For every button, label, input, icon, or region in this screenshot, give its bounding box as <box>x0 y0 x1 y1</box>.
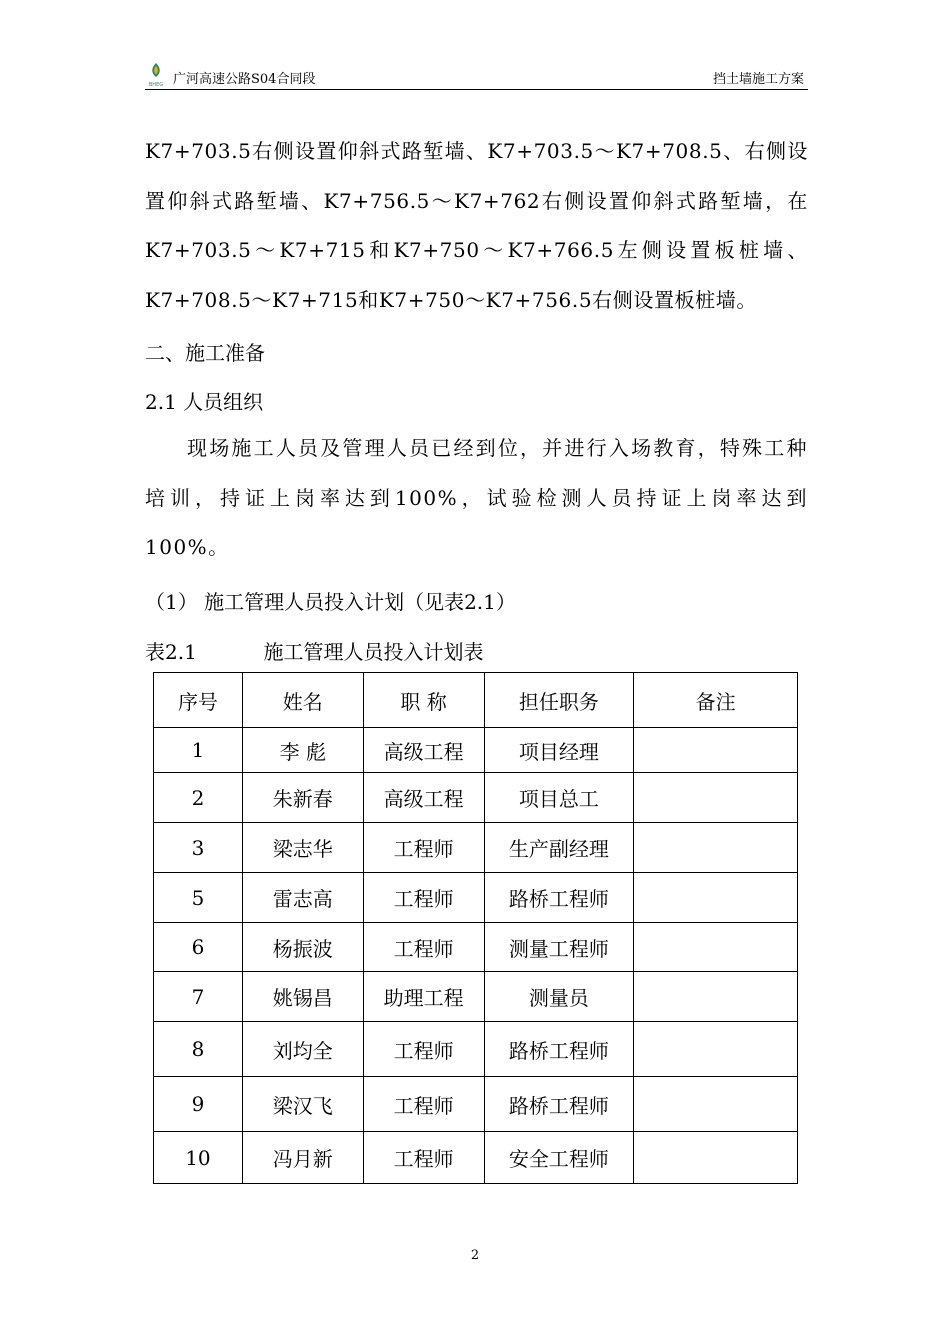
cell-index: 8 <box>154 1022 243 1077</box>
column-header-title: 职 称 <box>363 673 484 728</box>
cell-index: 10 <box>154 1132 243 1184</box>
table-title: 施工管理人员投入计划表 <box>263 640 484 664</box>
table-row <box>154 873 798 923</box>
cell-title: 工程师 <box>363 1077 484 1132</box>
table-row <box>154 728 798 773</box>
svg-text:BHEG: BHEG <box>148 82 164 88</box>
page-header <box>145 62 808 90</box>
cell-remarks <box>634 1022 798 1077</box>
cell-name: 杨振波 <box>242 923 363 972</box>
cell-title: 工程师 <box>363 1132 484 1184</box>
cell-position: 项目总工 <box>484 773 634 823</box>
table-row <box>154 1022 798 1077</box>
cell-position: 安全工程师 <box>484 1132 634 1184</box>
table-row <box>154 1132 798 1184</box>
table-caption <box>145 636 484 665</box>
cell-remarks <box>634 972 798 1022</box>
cell-name: 刘均全 <box>242 1022 363 1077</box>
cell-title: 工程师 <box>363 873 484 923</box>
cell-title: 工程师 <box>363 823 484 873</box>
cell-position: 路桥工程师 <box>484 1077 634 1132</box>
cell-remarks <box>634 773 798 823</box>
cell-position: 项目经理 <box>484 728 634 773</box>
cell-index: 7 <box>154 972 243 1022</box>
cell-position: 路桥工程师 <box>484 1022 634 1077</box>
cell-name: 姚锡昌 <box>242 972 363 1022</box>
cell-title: 工程师 <box>363 923 484 972</box>
cell-name: 梁汉飞 <box>242 1077 363 1132</box>
cell-index: 9 <box>154 1077 243 1132</box>
cell-index: 3 <box>154 823 243 873</box>
table-row <box>154 823 798 873</box>
cell-remarks <box>634 1132 798 1184</box>
cell-name: 冯月新 <box>242 1132 363 1184</box>
column-header-index: 序号 <box>154 673 243 728</box>
table-label: 表2.1 <box>145 640 197 664</box>
cell-remarks <box>634 728 798 773</box>
cell-position: 生产副经理 <box>484 823 634 873</box>
cell-name: 朱新春 <box>242 773 363 823</box>
cell-remarks <box>634 1077 798 1132</box>
cell-name: 雷志高 <box>242 873 363 923</box>
company-logo-icon <box>145 62 167 88</box>
page-number: 2 <box>470 1248 480 1263</box>
section-heading-2: 二、施工准备 <box>145 341 265 365</box>
cell-title: 工程师 <box>363 1022 484 1077</box>
cell-title: 高级工程 <box>363 728 484 773</box>
cell-name: 梁志华 <box>242 823 363 873</box>
table-header-row <box>154 673 798 728</box>
cell-remarks <box>634 823 798 873</box>
cell-position: 测量工程师 <box>484 923 634 972</box>
body-paragraph-1: K7+703.5右侧设置仰斜式路堑墙、K7+703.5～K7+708.5、右侧设置仰斜式路堑墙、K7+756.5～K7+762右侧设置仰斜式路堑墙，在K7+703.5～K7+715和K7+750～K7+766.5左侧设置板桩墙、K7+708.5～K7+715和K7+750～K7+756.5右侧设置板桩墙。 <box>145 139 808 312</box>
table-row <box>154 1077 798 1132</box>
cell-position: 测量员 <box>484 972 634 1022</box>
staff-plan-table <box>153 672 798 1184</box>
header-document-title: 挡土墙施工方案 <box>712 72 804 87</box>
cell-title: 助理工程 <box>363 972 484 1022</box>
header-project-title: 广河高速公路S04合同段 <box>173 72 316 87</box>
column-header-remarks: 备注 <box>634 673 798 728</box>
cell-index: 6 <box>154 923 243 972</box>
column-header-position: 担任职务 <box>484 673 634 728</box>
cell-remarks <box>634 923 798 972</box>
table-row <box>154 923 798 972</box>
cell-remarks <box>634 873 798 923</box>
cell-index: 1 <box>154 728 243 773</box>
list-item-1: （1） 施工管理人员投入计划（见表2.1） <box>145 590 516 614</box>
cell-index: 5 <box>154 873 243 923</box>
cell-title: 高级工程 <box>363 773 484 823</box>
table-row <box>154 972 798 1022</box>
column-header-name: 姓名 <box>242 673 363 728</box>
cell-index: 2 <box>154 773 243 823</box>
cell-position: 路桥工程师 <box>484 873 634 923</box>
table-row <box>154 773 798 823</box>
body-paragraph-2: 现场施工人员及管理人员已经到位，并进行入场教育，特殊工种培训，持证上岗率达到100%，试验检测人员持证上岗率达到100%。 <box>145 436 808 559</box>
subsection-heading-2-1: 2.1 人员组织 <box>145 390 264 414</box>
cell-name: 李 彪 <box>242 728 363 773</box>
